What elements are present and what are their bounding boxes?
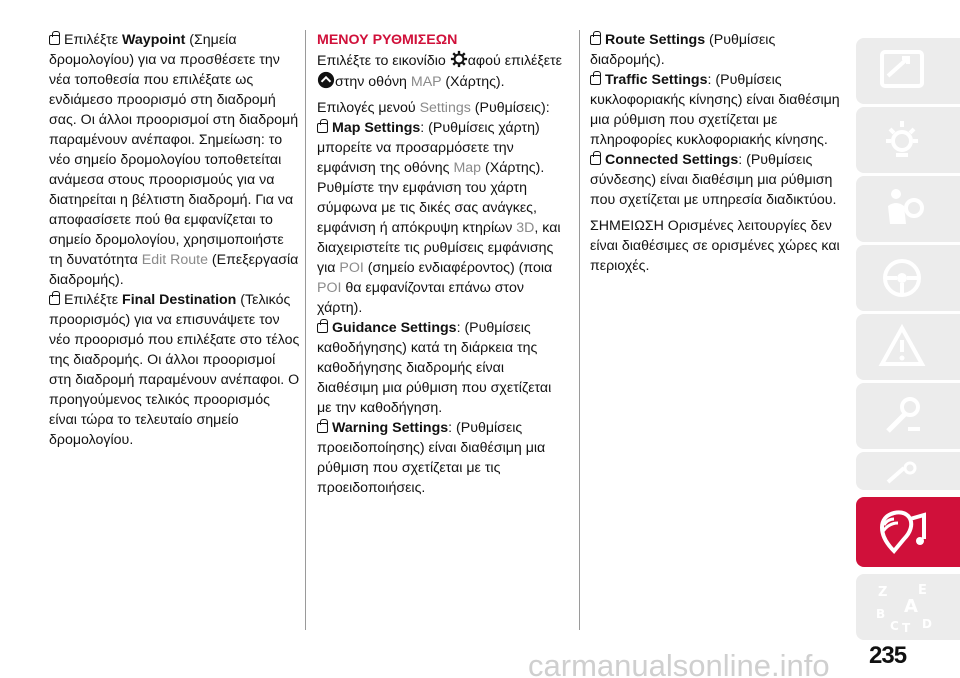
tab-safety-lights[interactable] <box>856 107 960 173</box>
map-settings-paragraph: Map Settings: (Ρυθμίσεις χάρτη) μπορείτε να προσαρμόσετε την εμφάνιση της οθόνης Map (Χάρτης). Ρυθμίστε την εμφάνιση του χάρτη σύμφωνα με τις δικές σας ανάγκες, εμφάνιση ή απόκρυψη κτηρίων 3D, και διαχειριστείτε τις ρυθμίσεις εμφάνισης για POI (σημείο ενδιαφέροντος) (ποια POI θα εμφανίζονται επάνω στον χάρτη). <box>317 120 561 316</box>
connected-settings-paragraph: Connected Settings: (Ρυθμίσεις σύνδεσης) είναι διαθέσιμη μια ρύθμιση που σχετίζεται με υπηρεσία διαδικτύου. <box>590 152 837 208</box>
safety-lights-icon <box>874 115 930 165</box>
settings-menu-heading: ΜΕΝΟΥ ΡΥΘΜΙΣΕΩΝ <box>317 32 458 48</box>
tab-steering-wheel[interactable] <box>856 245 960 311</box>
seatbelt-airbag-icon <box>874 184 930 234</box>
tab-seatbelt-airbag[interactable] <box>856 176 960 242</box>
column-2 <box>317 30 569 498</box>
checkbox-icon <box>590 35 601 45</box>
tools-icon <box>874 391 930 441</box>
settings-access-paragraph: Επιλέξτε το εικονίδιο αφού επιλέξετε στην οθόνη MAP (Χάρτης). <box>317 50 569 92</box>
column-divider <box>305 30 306 630</box>
gear-icon <box>450 50 468 68</box>
svg-text:B: B <box>876 607 886 621</box>
chevron-up-icon <box>317 71 335 89</box>
checkbox-icon <box>317 123 328 133</box>
tab-tools[interactable] <box>856 383 960 449</box>
svg-text:C: C <box>890 619 899 633</box>
tools-icon <box>874 460 930 488</box>
svg-text:E: E <box>918 583 927 598</box>
car-info-icon <box>874 46 930 96</box>
guidance-settings-paragraph: Guidance Settings: (Ρυθμίσεις καθοδήγησης) κατά τη διάρκεια της καθοδήγησης διαδρομής είναι διαθέσιμη μια ρύθμιση που σχετίζεται με την καθοδήγηση. <box>317 320 552 416</box>
column-3 <box>590 30 845 276</box>
alphabetical-index-icon <box>874 582 938 636</box>
tab-alphabetical-index[interactable] <box>856 574 960 640</box>
watermark: carmanualsonline.info <box>528 648 830 678</box>
warning-settings-paragraph: Warning Settings: (Ρυθμίσεις προειδοποίησης) είναι διαθέσιμη μια ρύθμιση που σχετίζεται με τις προειδοποιήσεις. <box>317 420 546 496</box>
checkbox-icon <box>590 75 601 85</box>
checkbox-icon <box>317 323 328 333</box>
tab-warning[interactable] <box>856 314 960 380</box>
checkbox-icon <box>590 155 601 165</box>
warning-triangle-icon <box>874 322 930 372</box>
checkbox-icon <box>49 295 60 305</box>
note-paragraph: ΣΗΜΕΙΩΣΗ Ορισμένες λειτουργίες δεν είναι διαθέσιμες σε ορισμένες χώρες και περιοχές. <box>590 218 840 274</box>
column-1 <box>49 30 301 450</box>
tab-car-info[interactable] <box>856 38 960 104</box>
waypoint-paragraph: Επιλέξτε Waypoint (Σημεία δρομολογίου) για να προσθέσετε την νέα τοποθεσία που επιλέξατε ως ενδιάμεσο προορισμό στη διαδρομή σας. Οι άλλοι προορισμοί στη διαδρομή παραμένουν ανέπαφοι. Σημείωση: το νέο σημείο δρομολογίου τοποθετείται ανάμεσα στους προορισμούς για να διατηρείται η βέλτιστη διαδρομή. Για να αποφασίσετε πού θα εμφανίζεται το σημείο δρομολογίου, χρησιμοποιήστε τη δυνατότητα Edit Route (Επεξεργασία διαδρομής). <box>49 32 299 288</box>
column-divider <box>579 30 580 630</box>
tab-multimedia[interactable] <box>856 497 960 567</box>
traffic-settings-paragraph: Traffic Settings: (Ρυθμίσεις κυκλοφοριακής κίνησης) είναι διαθέσιμη μια ρύθμιση που σχετίζεται με πληροφορίες κυκλοφοριακής κίνησης. <box>590 72 840 148</box>
route-settings-paragraph: Route Settings (Ρυθμίσεις διαδρομής). <box>590 32 776 68</box>
page-number: 235 <box>869 642 907 669</box>
svg-text:A: A <box>904 596 918 617</box>
multimedia-icon <box>874 505 934 561</box>
steering-wheel-icon <box>874 253 930 303</box>
checkbox-icon <box>317 423 328 433</box>
menu-options-paragraph: Επιλογές μενού Settings (Ρυθμίσεις): <box>317 100 550 116</box>
final-destination-paragraph: Επιλέξτε Final Destination (Τελικός προορισμός) για να επισυνάψετε τον νέο προορισμό που επιλέξατε στο τέλος της διαδρομής. Οι άλλοι προορισμοί στη διαδρομή παραμένουν ανέπαφοι. Ο προηγούμενος τελικός προορισμός είναι τώρα το τελευταίο σημείο δρομολογίου. <box>49 292 300 448</box>
svg-text:D: D <box>922 617 932 631</box>
tab-tools-2[interactable] <box>856 452 960 490</box>
checkbox-icon <box>49 35 60 45</box>
svg-text:Z: Z <box>878 585 888 600</box>
svg-text:T: T <box>902 621 911 635</box>
